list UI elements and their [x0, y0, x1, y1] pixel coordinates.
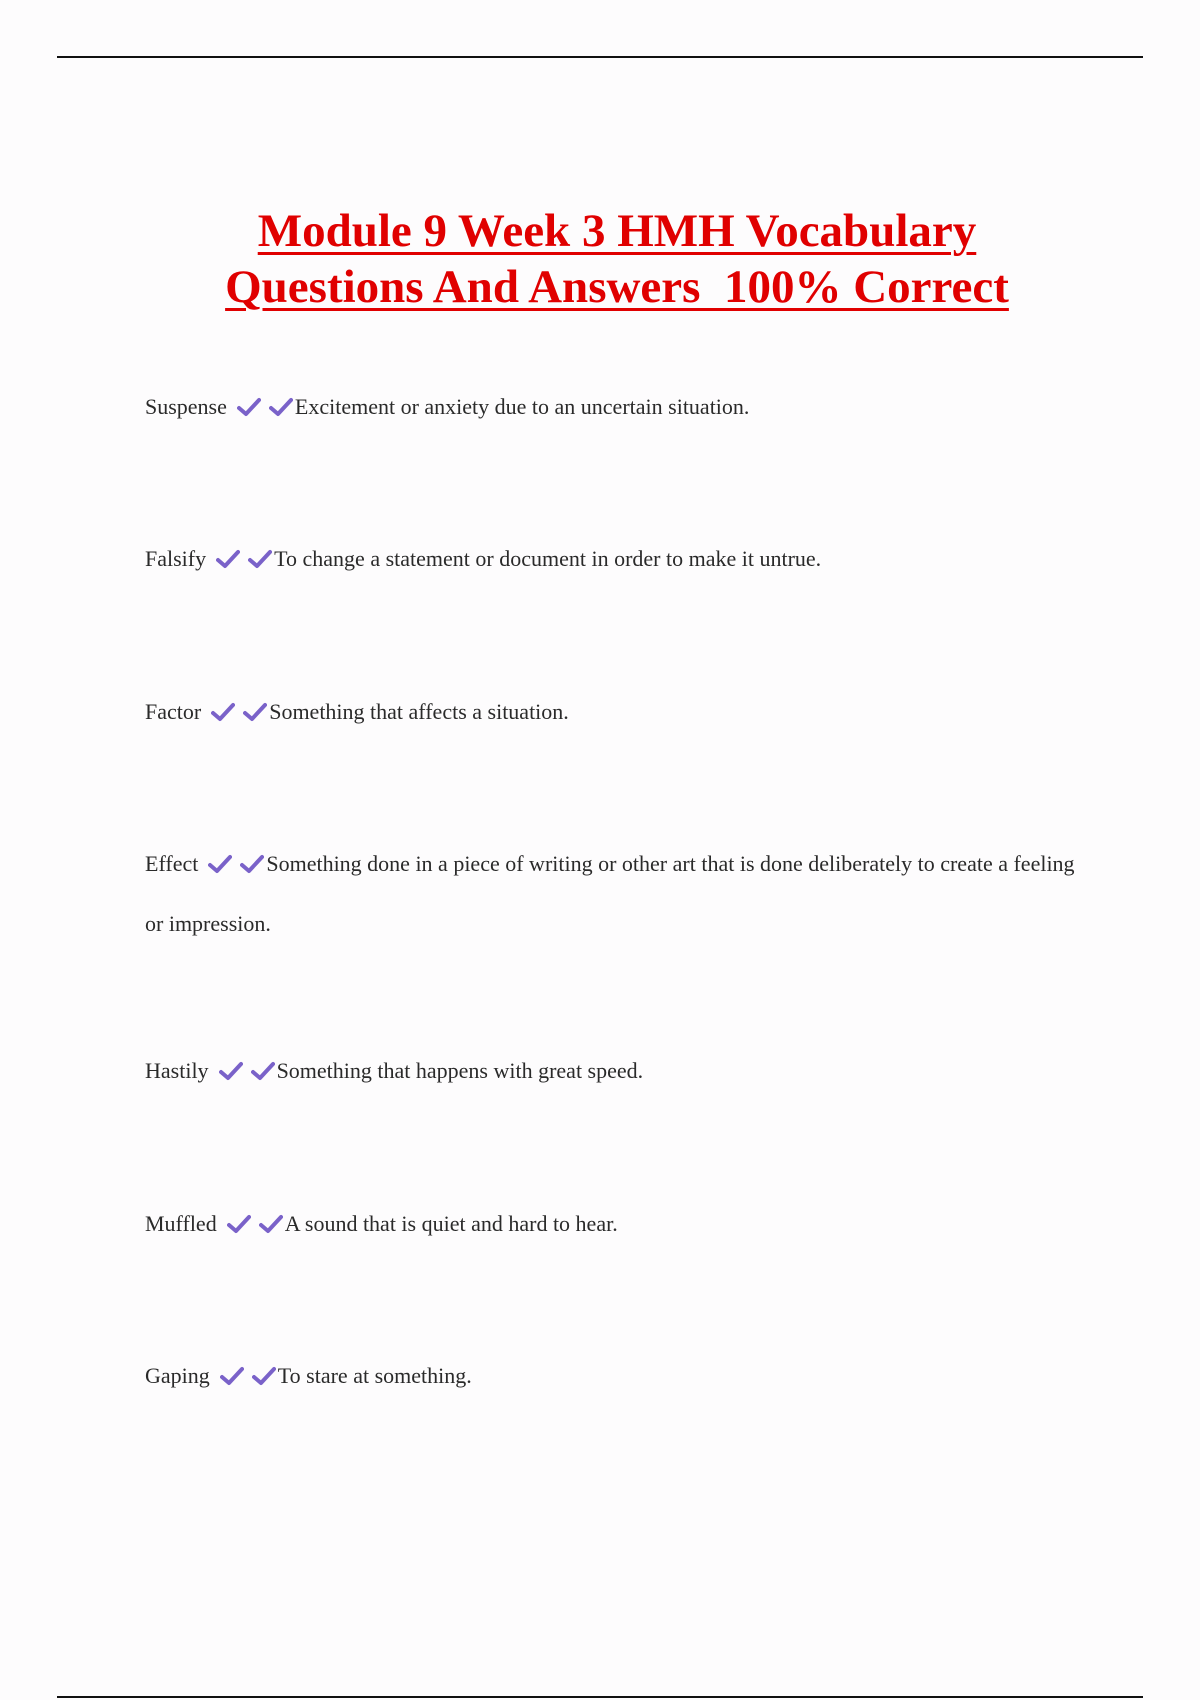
term: Effect: [145, 851, 199, 876]
checkmark-icon: [208, 854, 232, 874]
definition: Something that happens with great speed.: [276, 1058, 644, 1083]
definition: Something done in a piece of writing or other art that is done deliberately to create a feeling or impression.: [145, 851, 1075, 936]
vocab-entry-suspense: [145, 377, 1090, 437]
vocab-entry-muffled: [145, 1194, 1090, 1254]
definition: Excitement or anxiety due to an uncertain situation.: [294, 394, 750, 419]
term: Factor: [145, 699, 202, 724]
definition: To change a statement or document in order to make it untrue.: [274, 546, 822, 571]
definition: To stare at something.: [277, 1363, 472, 1388]
checkmark-icon: [252, 1366, 276, 1386]
checkmark-icon: [248, 549, 272, 569]
checkmark-icon: [220, 1366, 244, 1386]
definition: Something that affects a situation.: [269, 699, 569, 724]
checkmark-icon: [243, 702, 267, 722]
term: Hastily: [145, 1058, 209, 1083]
title-line-1: Module 9 Week 3 HMH Vocabulary: [257, 205, 977, 257]
vocab-entry-hastily: [145, 1041, 1090, 1101]
term: Muffled: [145, 1211, 217, 1236]
bottom-rule: [57, 1696, 1143, 1698]
definition: A sound that is quiet and hard to hear.: [284, 1211, 618, 1236]
title-line-2: Questions And Answers 100% Correct: [225, 261, 1009, 313]
top-rule: [57, 56, 1143, 58]
checkmark-icon: [237, 397, 261, 417]
checkmark-icon: [251, 1061, 275, 1081]
term: Gaping: [145, 1363, 210, 1388]
checkmark-icon: [269, 397, 293, 417]
term: Suspense: [145, 394, 227, 419]
checkmark-icon: [219, 1061, 243, 1081]
checkmark-icon: [259, 1214, 283, 1234]
term: Falsify: [145, 546, 207, 571]
checkmark-icon: [211, 702, 235, 722]
checkmark-icon: [227, 1214, 251, 1234]
vocab-entry-gaping: [145, 1346, 1090, 1406]
vocab-entry-effect: [145, 834, 1090, 954]
vocab-entry-falsify: [145, 529, 1090, 589]
checkmark-icon: [240, 854, 264, 874]
vocab-entry-factor: [145, 682, 1090, 742]
checkmark-icon: [216, 549, 240, 569]
page-title: [0, 203, 1200, 315]
